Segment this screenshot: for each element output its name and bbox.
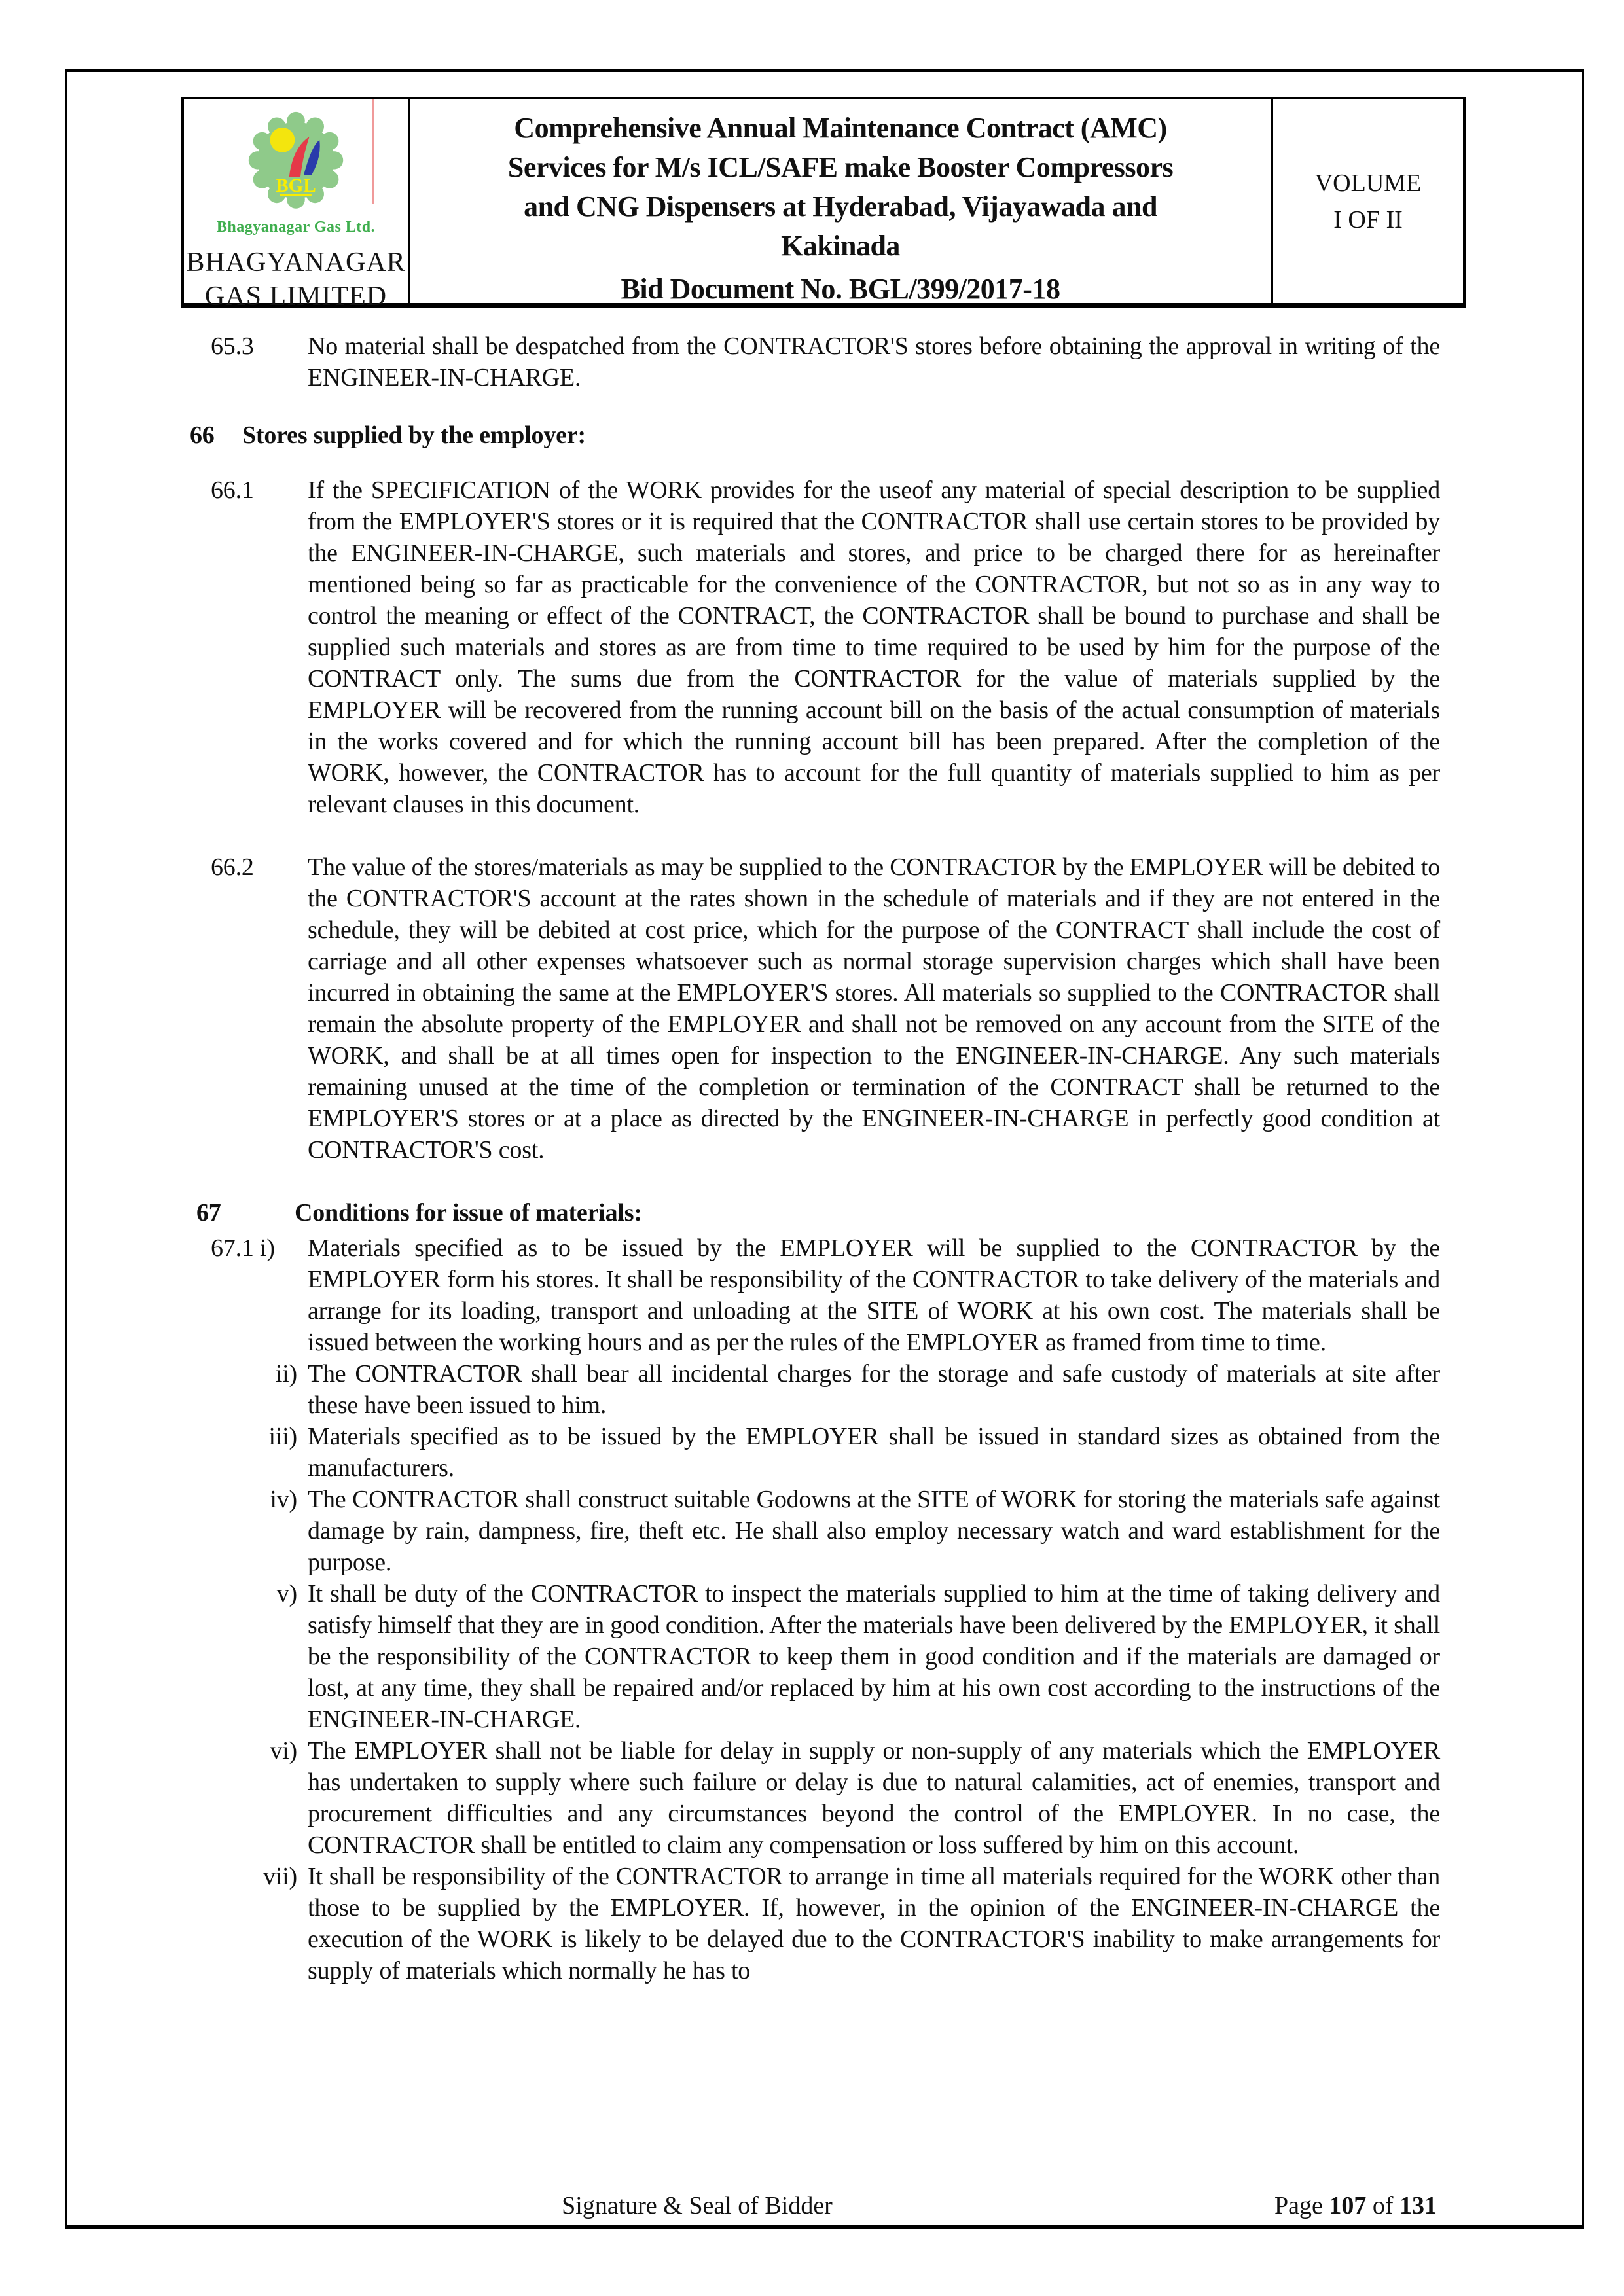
title-line-2: Services for M/s ICL/SAFE make Booster Compressors [507,151,1174,183]
clause-text: If the SPECIFICATION of the WORK provides for the useof any material of special description to be supplied from the EMPLOYER'S stores or it is required that the CONTRACTOR shall use certain stores to be provided by the ENGINEER-IN-CHARGE, such materials and stores, and price to be charged there for as hereinafter mentioned being so far as practicable for the convenience of the CONTRACTOR, but not so as in any way to control the meaning or effect of the CONTRACT, the CONTRACTOR shall be bound to purchase and shall be supplied such materials and stores as are from time to time required to be used by him for the purpose of the CONTRACT only. The sums due from the CONTRACTOR for the value of materials supplied by the EMPLOYER will be recovered from the running account bill on the basis of the actual consumption of materials in the works covered and for which the running account bill has been prepared. After the completion of the WORK, however, the CONTRACTOR has to account for the full quantity of materials supplied to him as per relevant clauses in this document. [308,476,1440,818]
section-number: 66 [190,422,215,449]
bid-document-number: Bid Document No. BGL/399/2017-18 [621,273,1060,305]
company-name [184,245,408,314]
clause-67-1-vii [190,1861,1440,1986]
clause-text: Materials specified as to be issued by the EMPLOYER shall be issued in standard sizes as obtained from the manufacturers. [308,1423,1440,1482]
title-line-4: Kakinada [781,230,900,262]
clause-67-1-vi [190,1735,1440,1861]
section-66-heading [190,420,1440,451]
clause-text: It shall be responsibility of the CONTRACTOR to arrange in time all materials required for the WORK other than those to be supplied by the EMPLOYER. If, however, in the opinion of the ENGINEER-IN-CHARGE the execution of the WORK is likely to be delayed due to the CONTRACTOR'S inability to make arrangements for supply of materials which normally he has to [308,1863,1440,1984]
clause-number: vii) [263,1863,297,1890]
clause-number: vi) [270,1737,297,1765]
page-number: 107 [1329,2192,1367,2219]
page-of: of [1372,2192,1394,2219]
title-line-3: and CNG Dispensers at Hyderabad, Vijayawada and [524,190,1157,223]
section-title: Conditions for issue of materials: [295,1199,642,1227]
signature-label: Signature & Seal of Bidder [562,2192,833,2219]
clause-text: It shall be duty of the CONTRACTOR to inspect the materials supplied to him at the time of taking delivery and satisfy himself that they are in good condition. After the materials have been delivered by the EMPLOYER, it shall be the responsibility of the CONTRACTOR to keep them in good condition and if the materials are damaged or lost, at any time, they shall be repaired and/or replaced by him at his own cost according to the instructions of the ENGINEER-IN-CHARGE. [308,1580,1440,1733]
clause-67-1-ii [190,1358,1440,1421]
logo-monogram: BGL [276,175,316,196]
volume-line-2: I OF II [1333,206,1403,234]
sun-icon [270,128,295,152]
section-number: 67 [196,1199,221,1227]
clause-number: ii) [275,1360,297,1388]
clause-text: The CONTRACTOR shall bear all incidental charges for the storage and safe custody of materials at site after these have been issued to him. [308,1360,1440,1419]
clause-text: The EMPLOYER shall not be liable for delay in supply or non-supply of any materials which the EMPLOYER has undertaken to supply where such failure or delay is due to natural calamities, act of enemies, transport and procurement difficulties and any circumstances beyond the control of the EMPLOYER. In no case, the CONTRACTOR shall be entitled to claim any compensation or loss suffered by him on this account. [308,1737,1440,1859]
clause-number: 67.1 i) [211,1234,275,1262]
title-line-1: Comprehensive Annual Maintenance Contract (AMC) [514,112,1167,144]
pink-margin-rule [372,99,374,204]
clause-66-2 [190,852,1440,1166]
clause-65-3 [190,331,1440,393]
page-indicator [1274,2191,1437,2220]
clause-67-1-iii [190,1421,1440,1484]
header-table [181,97,1466,312]
clause-67-1-v [190,1578,1440,1735]
clause-number: iv) [270,1486,297,1513]
clause-66-1 [190,475,1440,820]
clause-text: No material shall be despatched from the CONTRACTOR'S stores before obtaining the approval in writing of the ENGINEER-IN-CHARGE. [308,332,1440,391]
section-title: Stores supplied by the employer: [242,422,586,449]
page-prefix: Page [1274,2192,1323,2219]
clause-text: The value of the stores/materials as may be supplied to the CONTRACTOR by the EMPLOYER will be debited to the CONTRACTOR'S account at the rates shown in the schedule of materials and if they are not entered in the schedule, they will be debited at cost price, which for the purpose of the CONTRACT shall include the cost of carriage and all other expenses whatsoever such as normal storage supervision charges which shall have been incurred in obtaining the same at the EMPLOYER'S stores. All materials so supplied to the CONTRACTOR shall remain the absolute property of the EMPLOYER and shall not be removed on any account from the SITE of the WORK, and shall be at all times open for inspection to the ENGINEER-IN-CHARGE. Any such materials remaining unused at the time of the completion or termination of the CONTRACT shall be returned to the EMPLOYER'S stores or at a place as directed by the ENGINEER-IN-CHARGE in perfectly good condition at CONTRACTOR'S cost. [308,853,1440,1164]
clause-67-1-i [190,1232,1440,1358]
company-name-line1: BHAGYANAGAR [186,247,406,278]
clause-number: 66.1 [211,476,254,504]
clauses-content [190,331,1440,1986]
clause-text: The CONTRACTOR shall construct suitable Godowns at the SITE of WORK for storing the materials safe against damage by rain, dampness, fire, theft etc. He shall also employ necessary watch and ward establishment for the purpose. [308,1486,1440,1576]
clause-text: Materials specified as to be issued by the EMPLOYER will be supplied to the CONTRACTOR by the EMPLOYER form his stores. It shall be responsibility of the CONTRACTOR to take delivery of the materials and arrange for its loading, transport and unloading at the SITE of WORK at his own cost. The materials shall be issued between the working hours and as per the rules of the EMPLOYER as framed from time to time. [308,1234,1440,1356]
company-name-line2: GAS LIMITED [204,281,388,312]
logo-caption: Bhagyanagar Gas Ltd. [216,219,376,236]
bgl-logo-icon [240,107,352,220]
logo-cell [184,99,410,312]
document-title-cell [410,99,1273,303]
clause-number: 65.3 [211,332,254,360]
clause-67-1-iv [190,1484,1440,1578]
section-67-heading [190,1197,1440,1229]
clause-number: 66.2 [211,853,254,881]
volume-line-1: VOLUME [1314,169,1422,197]
clause-number: v) [276,1580,297,1607]
volume-cell [1273,99,1463,303]
page-total: 131 [1399,2192,1437,2219]
clause-number: iii) [268,1423,297,1450]
